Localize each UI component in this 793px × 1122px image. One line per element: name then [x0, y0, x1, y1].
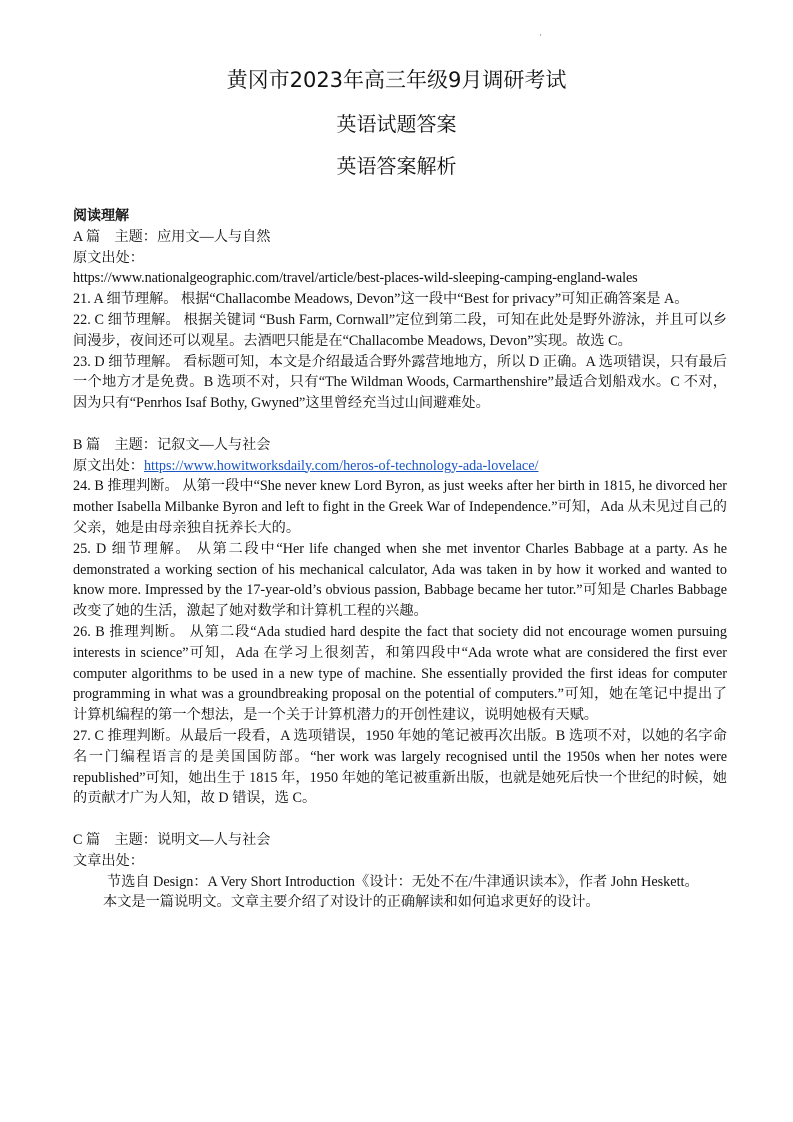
- section-c-source-text: 节选自 Design：A Very Short Introduction《设计：无处不在/牛津通识读本》，作者 John Heskett。: [107, 873, 699, 890]
- section-c-summary: 本文是一篇说明文。文章主要介绍了对设计的正确解读和如何追求更好的设计。: [103, 894, 600, 911]
- section-a-source-url: https://www.nationalgeographic.com/travel/article/best-places-wild-sleeping-camping-england-wales: [73, 270, 638, 287]
- section-b-source-label: 原文出处：: [73, 457, 144, 474]
- answer-body: [73, 206, 727, 913]
- answer-23: 23. D 细节理解。 看标题可知，本文是介绍最适合野外露营地地方，所以 D 正确。A 选项错误，只有最后一个地方才是免费。B 选项不对，只有“The Wildman Woods, Carmarthenshire”最适合划船戏水。C 不对，因为只有“Penrhos Isaf Bothy, Gwyned”这里曾经充当过山间避难处。: [73, 353, 727, 412]
- spacer: [73, 809, 727, 830]
- section-b-source: [73, 456, 727, 477]
- page-subtitle-2: [0, 150, 793, 179]
- page-dot: ·: [539, 30, 542, 40]
- reading-heading: 阅读理解: [73, 208, 129, 224]
- spacer: [73, 414, 727, 435]
- answer-25: 25. D 细节理解。 从第二段中“Her life changed when she met inventor Charles Babbage at a party. As he demonstrated a working section of his mechanical calculator, Ada was taken in by how it worked and wanted to know more. Impressed by the 17-year-old’s obvious passion, Babbage became her tutor.”可知是 Charles Babbage改变了她的生活，激起了她对数学和计算机工程的兴趣。: [73, 540, 727, 620]
- answer-24: 24. B 推理判断。 从第一段中“She never knew Lord Byron, as just weeks after her birth in 1815, he divorced her mother Isabella Milbanke Byron and left to fight in the Greek War of Independence.”可知，Ada 从未见过自己的父亲，她是由母亲独自抚养长大的。: [73, 478, 727, 536]
- answer-22: 22. C 细节理解。 根据关键词 “Bush Farm, Cornwall”定位到第二段，可知在此处是野外游泳，并且可以乡间漫步，夜间还可以观星。去酒吧只能是在“Challacombe Meadows, Devon”实现。故选 C。: [73, 311, 727, 349]
- answer-21: 21. A 细节理解。 根据“Challacombe Meadows, Devon”这一段中“Best for privacy”可知正确答案是 A。: [73, 291, 689, 308]
- section-c-source-label: 文章出处：: [73, 852, 144, 869]
- section-b-topic: B 篇 主题：记叙文—人与社会: [73, 436, 271, 453]
- page-subtitle: [0, 108, 793, 137]
- section-b-source-link[interactable]: https://www.howitworksdaily.com/heros-of-technology-ada-lovelace/: [143, 457, 539, 474]
- page-title: 黄冈市2023年高三年级9月调研考试: [226, 68, 567, 92]
- subtitle2-text: 英语答案解析: [336, 154, 457, 178]
- section-a-source-label: 原文出处：: [73, 249, 144, 266]
- subtitle-text: 英语试题答案: [336, 112, 457, 136]
- section-a-topic: A 篇 主题：应用文—人与自然: [73, 228, 271, 245]
- answer-27: 27. C 推理判断。从最后一段看，A 选项错误，1950 年她的笔记被再次出版。B 选项不对，以她的名字命名一门编程语言的是美国国防部。“her work was largely recognised until the 1950s when her notes were republished”可知，她出生于 1815 年，1950 年她的笔记被重新出版，也就是她死后快一个世纪的时候，她的贡献才广为人知，故 D 错误，选 C。: [73, 727, 727, 807]
- answer-26: 26. B 推理判断。 从第二段“Ada studied hard despite the fact that society did not encourage women pursuing interests in science”可知，Ada 在学习上很刻苦，和第四段中“Ada wrote what are considered the first ever computer algorithms to be used in a new type of machine. She essentially provided the first ideas for computer programming in what was a groundbreaking proposal on the potential of computers.”可知，她在笔记中提出了计算机编程的第一个想法，是一个关于计算机潜力的开创性建议，说明她极有天赋。: [73, 623, 727, 724]
- section-c-topic: C 篇 主题：说明文—人与社会: [73, 831, 271, 848]
